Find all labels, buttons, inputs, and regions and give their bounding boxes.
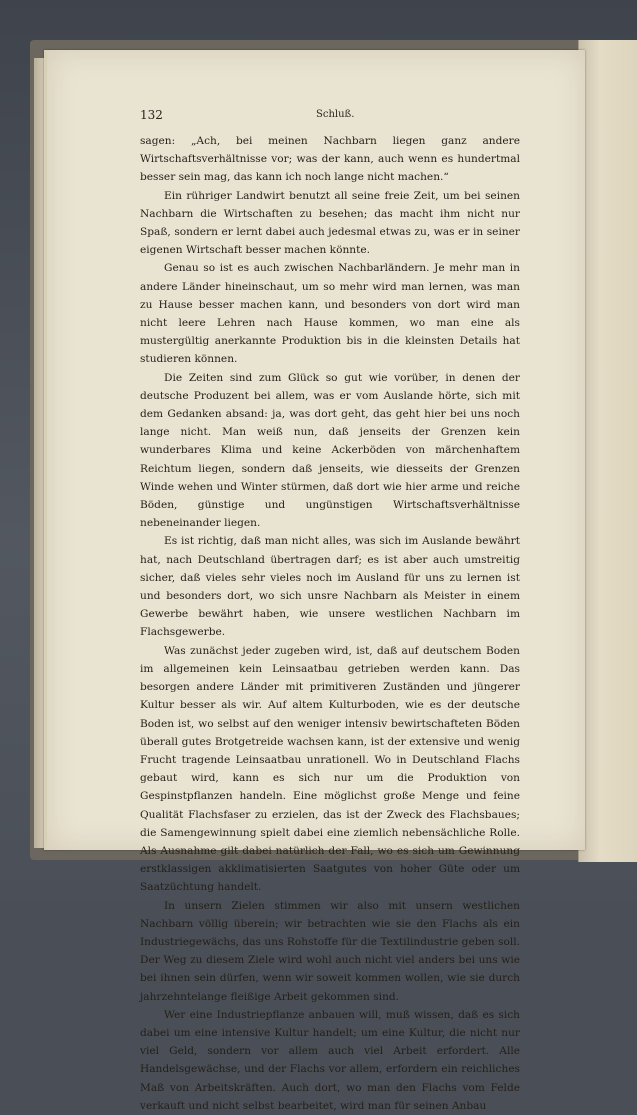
paragraph: sagen: „Ach, bei meinen Nachbarn liegen ganz andere Wirtschaftsverhältnisse vor; was der kann, auch wenn es hundertmal besser sein mag, das kann ich noch lange nicht machen.“	[140, 135, 520, 184]
paragraph: Es ist richtig, daß man nicht alles, was sich im Auslande bewährt hat, nach Deutschland übertragen darf; es ist aber auch umstreitig sicher, daß vieles sehr vieles noch im Ausland für uns zu lernen ist und besonders dort, wo sich unsre Nachbarn als Meister in einem Gewerbe bewährt haben, wie unsere westlichen Nachbarn im Flachsgewerbe.	[140, 535, 520, 639]
page-header	[140, 108, 520, 124]
paragraph: Genau so ist es auch zwischen Nachbarländern. Je mehr man in andere Länder hineinschaut, um so mehr wird man lernen, was man zu Hause besser machen kann, und besonders von dort wird man nicht leere Lehren nach Hause kommen, wo man eine als mustergültig anerkannte Produktion bis in die kleinsten Details hat studieren können.	[140, 262, 520, 366]
page-number: 132	[140, 108, 163, 122]
paragraph: Wer eine Industriepflanze anbauen will, muß wissen, daß es sich dabei um eine intensive Kultur handelt; um eine Kultur, die nicht nur viel Geld, sondern vor allem auch viel Arbeit erfordert. Alle Handelsgewächse, und der Flachs vor allem, erfordern ein reichliches Maß von Arbeitskräften. Auch dort, wo man den Flachs vom Felde verkauft und nicht selbst bearbeitet, wird man für seinen Anbau	[140, 1008, 520, 1112]
running-head: Schluß.	[316, 109, 355, 120]
paragraph: Was zunächst jeder zugeben wird, ist, daß auf deutschem Boden im allgemeinen kein Leinsaatbau getrieben werden kann. Das besorgen andere Länder mit primitiveren Zuständen und jüngerer Kultur besser als wir. Auf altem Kulturboden, wie es der deutsche Boden ist, wo selbst auf den weniger intensiv bewirtschafteten Böden überall gutes Brotgetreide wachsen kann, ist der extensive und wenig Frucht tragende Leinsaatbau unrationell. Wo in Deutschland Flachs gebaut wird, kann es sich nur um die Produktion von Gespinstpflanzen handeln. Eine möglichst große Menge und feine Qualität Flachsfaser zu erzielen, das ist der Zweck des Flachsbaues; die Samengewinnung spielt dabei eine ziemlich nebensächliche Rolle. Als Ausnahme gilt dabei natürlich der Fall, wo es sich um Gewinnung erstklassigen akklimatisierten Saatgutes von hoher Güte oder um Saatzüchtung handelt.	[140, 644, 520, 894]
paragraph: Ein rühriger Landwirt benutzt all seine freie Zeit, um bei seinen Nachbarn die Wirtschaften zu besehen; das macht ihm nicht nur Spaß, sondern er lernt dabei auch jedesmal etwas zu, was er in seiner eigenen Wirtschaft besser machen könnte.	[140, 189, 520, 257]
facing-page-edge	[578, 40, 637, 862]
body-text	[140, 132, 520, 1115]
paragraph: Die Zeiten sind zum Glück so gut wie vorüber, in denen der deutsche Produzent bei allem, was er vom Auslande hörte, sich mit dem Gedanken absand: ja, was dort geht, das geht hier bei uns noch lange nicht. Man weiß nun, daß jenseits der Grenzen kein wunderbares Klima und keine Ackerböden von märchenhaftem Reichtum liegen, sondern daß jenseits, wie diesseits der Grenzen Winde wehen und Winter stürmen, daß dort wie hier arme und reiche Böden, günstige und ungünstigen Wirtschaftsverhältnisse nebeneinander liegen.	[140, 371, 520, 530]
paragraph: In unsern Zielen stimmen wir also mit unsern westlichen Nachbarn völlig überein; wir betrachten wie sie den Flachs als ein Industriegewächs, das uns Rohstoffe für die Textilindustrie geben soll. Der Weg zu diesem Ziele wird wohl auch nicht viel anders bei uns wie bei ihnen sein dürfen, wenn wir soweit kommen wollen, wie sie durch jahrzehntelange fleißige Arbeit gekommen sind.	[140, 899, 520, 1003]
